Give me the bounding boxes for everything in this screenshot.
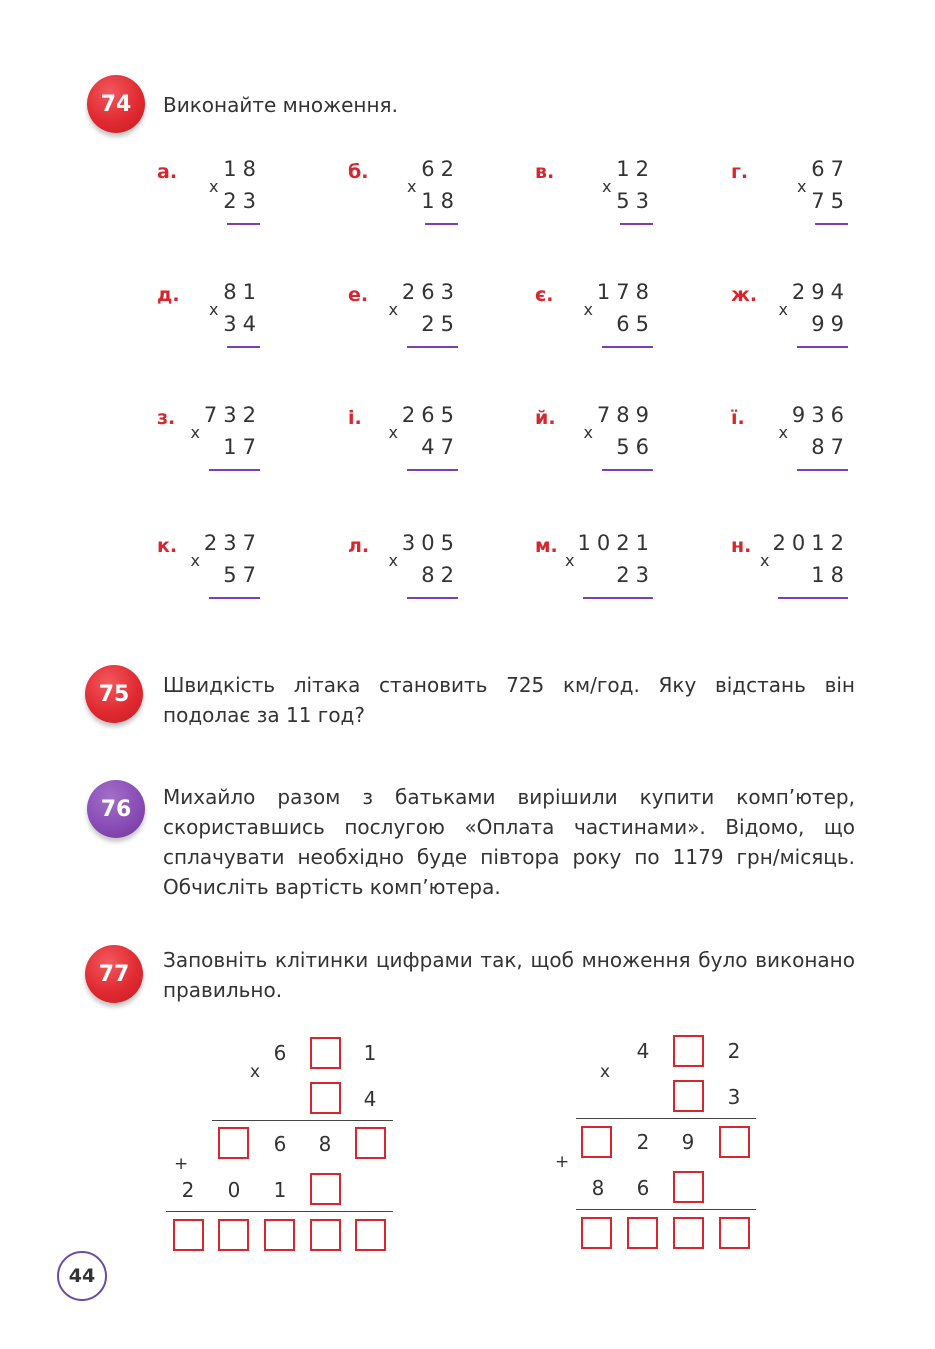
multiplicand: 1021	[577, 531, 655, 555]
multiplicand: 12	[616, 157, 655, 181]
exercise-label: а.	[157, 161, 178, 183]
result-underline	[407, 597, 459, 599]
result-underline	[227, 223, 260, 225]
task-number: 75	[98, 681, 130, 707]
digit: 4	[636, 1039, 650, 1063]
exercise-label: б.	[348, 161, 369, 183]
multiplier: 23	[223, 189, 262, 213]
exercise-label: м.	[535, 535, 558, 557]
multiply-sign: x	[407, 177, 417, 196]
empty-digit-cell[interactable]	[310, 1219, 341, 1251]
exercise-label: д.	[157, 284, 180, 306]
multiplier: 47	[421, 435, 460, 459]
exercise-label: й.	[535, 407, 556, 429]
digit: 2	[636, 1130, 650, 1154]
multiplicand: 305	[401, 531, 460, 555]
multiplicand: 67	[811, 157, 850, 181]
multiplier: 53	[616, 189, 655, 213]
empty-digit-cell[interactable]	[355, 1127, 386, 1159]
digit: 1	[363, 1041, 377, 1065]
page-number-text: 44	[68, 1265, 96, 1287]
multiplier: 57	[223, 563, 262, 587]
digit: 4	[363, 1087, 377, 1111]
multiplier: 87	[811, 435, 850, 459]
multiply-sign: x	[797, 177, 807, 196]
exercise-label: в.	[535, 161, 555, 183]
multiply-sign: x	[583, 300, 593, 319]
multiply-sign: x	[600, 1062, 611, 1082]
empty-digit-cell[interactable]	[310, 1082, 341, 1114]
result-line	[576, 1118, 756, 1119]
empty-digit-cell[interactable]	[673, 1171, 704, 1203]
empty-digit-cell[interactable]	[719, 1217, 750, 1249]
empty-digit-cell[interactable]	[355, 1219, 386, 1251]
multiplier: 99	[811, 312, 850, 336]
digit: 9	[681, 1130, 695, 1154]
result-underline	[797, 469, 849, 471]
multiplier: 18	[421, 189, 460, 213]
result-underline	[407, 346, 459, 348]
exercise-label: є.	[535, 284, 554, 306]
result-underline	[778, 597, 848, 599]
result-line	[212, 1120, 393, 1121]
multiplier: 34	[223, 312, 262, 336]
multiply-sign: x	[583, 423, 593, 442]
empty-digit-cell[interactable]	[673, 1080, 704, 1112]
result-underline	[602, 469, 654, 471]
task-number-badge	[87, 75, 145, 133]
exercise-label: і.	[348, 407, 362, 429]
multiplicand: 237	[203, 531, 262, 555]
exercise-label: ж.	[731, 284, 758, 306]
result-line	[166, 1211, 393, 1212]
result-underline	[602, 346, 654, 348]
multiplicand: 18	[223, 157, 262, 181]
digit: 2	[181, 1178, 195, 1202]
exercise-label: г.	[731, 161, 749, 183]
result-underline	[583, 597, 653, 599]
multiplier: 17	[223, 435, 262, 459]
empty-digit-cell[interactable]	[310, 1173, 341, 1205]
multiplicand: 178	[596, 280, 655, 304]
multiplier: 65	[616, 312, 655, 336]
empty-digit-cell[interactable]	[673, 1035, 704, 1067]
multiplicand: 265	[401, 403, 460, 427]
task-number-badge	[85, 945, 143, 1003]
plus-sign: +	[174, 1154, 189, 1174]
result-line	[576, 1209, 756, 1210]
digit: 2	[727, 1039, 741, 1063]
multiplicand: 936	[791, 403, 850, 427]
empty-digit-cell[interactable]	[173, 1219, 204, 1251]
digit: 0	[227, 1178, 241, 1202]
empty-digit-cell[interactable]	[581, 1126, 612, 1158]
task-text: Михайло разом з батьками вирішили купити комп’ютер, скориставшись послугою «Оплата частинами». Відомо, що сплачувати необхідно буде півтора року по 1179 грн/місяць. Обчисліть вартість комп’ютера.	[163, 785, 855, 899]
task-text: Швидкість літака становить 725 км/год. Яку відстань він подолає за 11 год?	[163, 673, 855, 727]
exercise-label: л.	[348, 535, 370, 557]
multiply-sign: x	[190, 551, 200, 570]
multiplicand: 81	[223, 280, 262, 304]
multiply-sign: x	[388, 300, 398, 319]
result-underline	[425, 223, 458, 225]
task-number: 77	[98, 961, 130, 987]
multiply-sign: x	[565, 551, 575, 570]
exercise-label: з.	[157, 407, 176, 429]
multiply-sign: x	[778, 300, 788, 319]
task-text: Виконайте множення.	[163, 93, 398, 117]
result-underline	[407, 469, 459, 471]
multiplicand: 732	[203, 403, 262, 427]
result-underline	[209, 469, 261, 471]
result-underline	[620, 223, 653, 225]
digit: 1	[273, 1178, 287, 1202]
empty-digit-cell[interactable]	[719, 1126, 750, 1158]
multiply-sign: x	[209, 300, 219, 319]
multiply-sign: x	[388, 551, 398, 570]
multiply-sign: x	[190, 423, 200, 442]
task-number: 76	[100, 796, 132, 822]
task-number: 74	[100, 91, 132, 117]
digit: 6	[273, 1041, 287, 1065]
plus-sign: +	[555, 1152, 570, 1172]
empty-digit-cell[interactable]	[264, 1219, 295, 1251]
result-underline	[227, 346, 260, 348]
multiplier: 25	[421, 312, 460, 336]
task-number-badge	[87, 780, 145, 838]
multiply-sign: x	[602, 177, 612, 196]
exercise-label: ї.	[731, 407, 745, 429]
multiply-sign: x	[388, 423, 398, 442]
exercise-label: н.	[731, 535, 752, 557]
multiplier: 23	[616, 563, 655, 587]
empty-digit-cell[interactable]	[310, 1037, 341, 1069]
exercise-label: е.	[348, 284, 369, 306]
empty-digit-cell[interactable]	[218, 1127, 249, 1159]
multiplier: 75	[811, 189, 850, 213]
digit: 8	[318, 1132, 332, 1156]
empty-digit-cell[interactable]	[673, 1217, 704, 1249]
task-number-badge	[85, 665, 143, 723]
empty-digit-cell[interactable]	[218, 1219, 249, 1251]
result-underline	[797, 346, 849, 348]
multiply-sign: x	[250, 1062, 261, 1082]
multiplier: 56	[616, 435, 655, 459]
multiplier: 82	[421, 563, 460, 587]
digit: 3	[727, 1085, 741, 1109]
task-text: Заповніть клітинки цифрами так, щоб множення було виконано правильно.	[163, 948, 855, 1002]
exercise-label: к.	[157, 535, 178, 557]
multiplicand: 789	[596, 403, 655, 427]
multiply-sign: x	[209, 177, 219, 196]
empty-digit-cell[interactable]	[581, 1217, 612, 1249]
multiplicand: 294	[791, 280, 850, 304]
multiplicand: 2012	[772, 531, 850, 555]
digit: 6	[636, 1176, 650, 1200]
digit: 6	[273, 1132, 287, 1156]
multiply-sign: x	[778, 423, 788, 442]
multiplier: 18	[811, 563, 850, 587]
multiply-sign: x	[760, 551, 770, 570]
empty-digit-cell[interactable]	[627, 1217, 658, 1249]
multiplicand: 263	[401, 280, 460, 304]
multiplicand: 62	[421, 157, 460, 181]
result-underline	[209, 597, 261, 599]
digit: 8	[591, 1176, 605, 1200]
page-number	[57, 1251, 107, 1301]
result-underline	[815, 223, 848, 225]
